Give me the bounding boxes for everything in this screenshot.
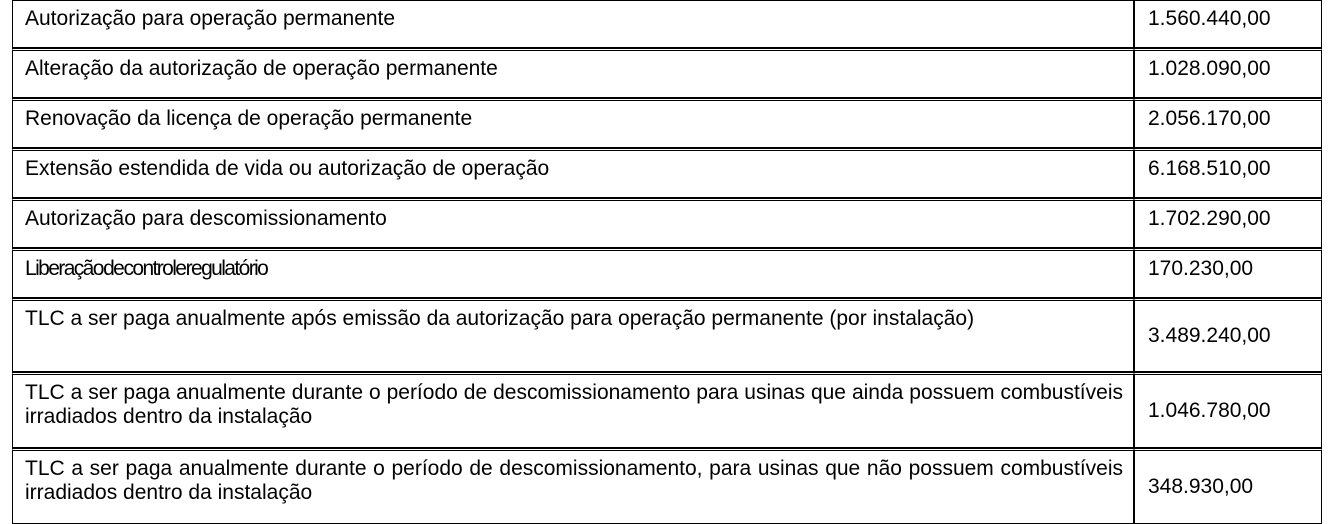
table-row — [12, 98, 1322, 148]
table-row — [12, 198, 1322, 248]
table-row — [12, 372, 1322, 448]
fee-description: TLC a ser paga anualmente durante o período de descomissionamento para usinas que ainda possuem combustíveis irradiados dentro da instalação — [12, 372, 1134, 448]
fee-description: TLC a ser paga anualmente após emissão da autorização para operação permanente (por instalação) — [12, 298, 1134, 372]
fee-description: TLC a ser paga anualmente durante o período de descomissionamento, para usinas que não possuem combustíveis irradiados dentro da instalação — [12, 448, 1134, 524]
table-row — [12, 248, 1322, 298]
fee-value: 6.168.510,00 — [1134, 148, 1322, 198]
fee-description: Autorização para descomissionamento — [12, 198, 1134, 248]
fee-value: 1.046.780,00 — [1134, 372, 1322, 448]
fee-value: 3.489.240,00 — [1134, 298, 1322, 372]
fee-value: 348.930,00 — [1134, 448, 1322, 524]
fee-description: Extensão estendida de vida ou autorização de operação — [12, 148, 1134, 198]
fee-description: Autorização para operação permanente — [12, 0, 1134, 48]
table-row — [12, 48, 1322, 98]
table-row — [12, 448, 1322, 524]
table-row — [12, 0, 1322, 48]
fee-value: 170.230,00 — [1134, 248, 1322, 298]
fee-value: 1.702.290,00 — [1134, 198, 1322, 248]
fee-value: 1.028.090,00 — [1134, 48, 1322, 98]
fee-description: Renovação da licença de operação permanente — [12, 98, 1134, 148]
fee-table — [12, 0, 1322, 524]
fee-value: 1.560.440,00 — [1134, 0, 1322, 48]
fee-description: Alteração da autorização de operação permanente — [12, 48, 1134, 98]
table-row — [12, 298, 1322, 372]
table-row — [12, 148, 1322, 198]
fee-value: 2.056.170,00 — [1134, 98, 1322, 148]
fee-description: Liberação de controle regulatório — [12, 248, 1134, 298]
